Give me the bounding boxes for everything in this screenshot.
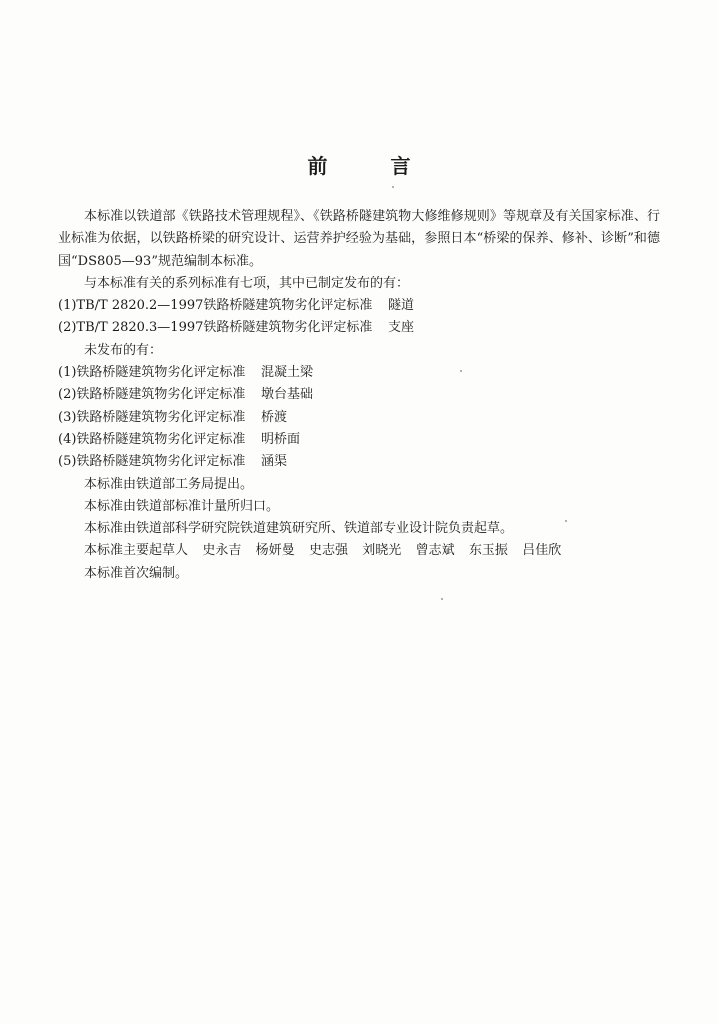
unpublished-intro: 未发布的有： bbox=[84, 342, 163, 358]
page-title: 前 言 bbox=[307, 154, 439, 178]
published-part: 支座 bbox=[388, 320, 415, 336]
drafter-name: 史永吉 bbox=[202, 543, 242, 559]
unpublished-item bbox=[58, 429, 660, 451]
first-edition: 本标准首次编制。 bbox=[84, 565, 189, 581]
drafter-name: 刘晓光 bbox=[362, 543, 402, 559]
unpublished-name: 铁路桥隧建筑物劣化评定标准 bbox=[76, 409, 246, 425]
unpublished-code: (4) bbox=[58, 431, 77, 447]
drafter-name: 东玉振 bbox=[468, 543, 508, 559]
drafter-name: 曾志斌 bbox=[415, 543, 455, 559]
unpublished-part: 墩台基础 bbox=[261, 387, 314, 403]
published-item bbox=[58, 295, 660, 317]
published-name: 铁路桥隧建筑物劣化评定标准 bbox=[203, 298, 373, 314]
unpublished-code: (1) bbox=[58, 365, 77, 381]
drafters-line bbox=[58, 540, 660, 562]
unpublished-code: (3) bbox=[58, 409, 77, 425]
unpublished-item bbox=[58, 384, 660, 406]
unpublished-name: 铁路桥隧建筑物劣化评定标准 bbox=[76, 454, 246, 470]
series-intro: 与本标准有关的系列标准有七项，其中已制定发布的有： bbox=[84, 275, 410, 291]
unpublished-part: 混凝土梁 bbox=[261, 365, 314, 381]
published-code: (1)TB/T 2820.2—1997 bbox=[58, 298, 204, 314]
managed-by: 本标准由铁道部标准计量所归口。 bbox=[84, 498, 280, 514]
published-part: 隧道 bbox=[388, 298, 415, 314]
document-body bbox=[58, 206, 660, 585]
published-name: 铁路桥隧建筑物劣化评定标准 bbox=[203, 320, 373, 336]
unpublished-part: 涵渠 bbox=[261, 454, 288, 470]
unpublished-item bbox=[58, 451, 660, 473]
scan-speck bbox=[441, 598, 443, 600]
drafter-name: 杨妍曼 bbox=[255, 543, 295, 559]
published-item bbox=[58, 317, 660, 339]
unpublished-item bbox=[58, 407, 660, 429]
unpublished-name: 铁路桥隧建筑物劣化评定标准 bbox=[76, 365, 246, 381]
drafted-by: 本标准由铁道部科学研究院铁道建筑研究所、铁道部专业设计院负责起草。 bbox=[84, 521, 514, 537]
published-code: (2)TB/T 2820.3—1997 bbox=[58, 320, 204, 336]
unpublished-code: (2) bbox=[58, 387, 77, 403]
scan-speck bbox=[392, 186, 394, 188]
drafter-name: 吕佳欣 bbox=[522, 543, 562, 559]
unpublished-part: 明桥面 bbox=[261, 431, 301, 447]
unpublished-code: (5) bbox=[58, 454, 77, 470]
drafter-name: 史志强 bbox=[308, 543, 348, 559]
scan-speck bbox=[565, 520, 567, 522]
intro-paragraph: 本标准以铁道部《铁路技术管理规程》、《铁路桥隧建筑物大修维修规则》等规章及有关国家标准、行业标准为依据，以铁路桥梁的研究设计、运营养护经验为基础，参照日本“桥梁的保养、修补、诊断”和德国“DS805—93”规范编制本标准。 bbox=[58, 209, 660, 269]
unpublished-item bbox=[58, 362, 660, 384]
unpublished-part: 桥渡 bbox=[261, 409, 288, 425]
unpublished-name: 铁路桥隧建筑物劣化评定标准 bbox=[76, 431, 246, 447]
unpublished-name: 铁路桥隧建筑物劣化评定标准 bbox=[76, 387, 246, 403]
scan-speck bbox=[460, 370, 462, 372]
proposed-by: 本标准由铁道部工务局提出。 bbox=[84, 476, 254, 492]
drafters-label: 本标准主要起草人 bbox=[84, 543, 189, 559]
